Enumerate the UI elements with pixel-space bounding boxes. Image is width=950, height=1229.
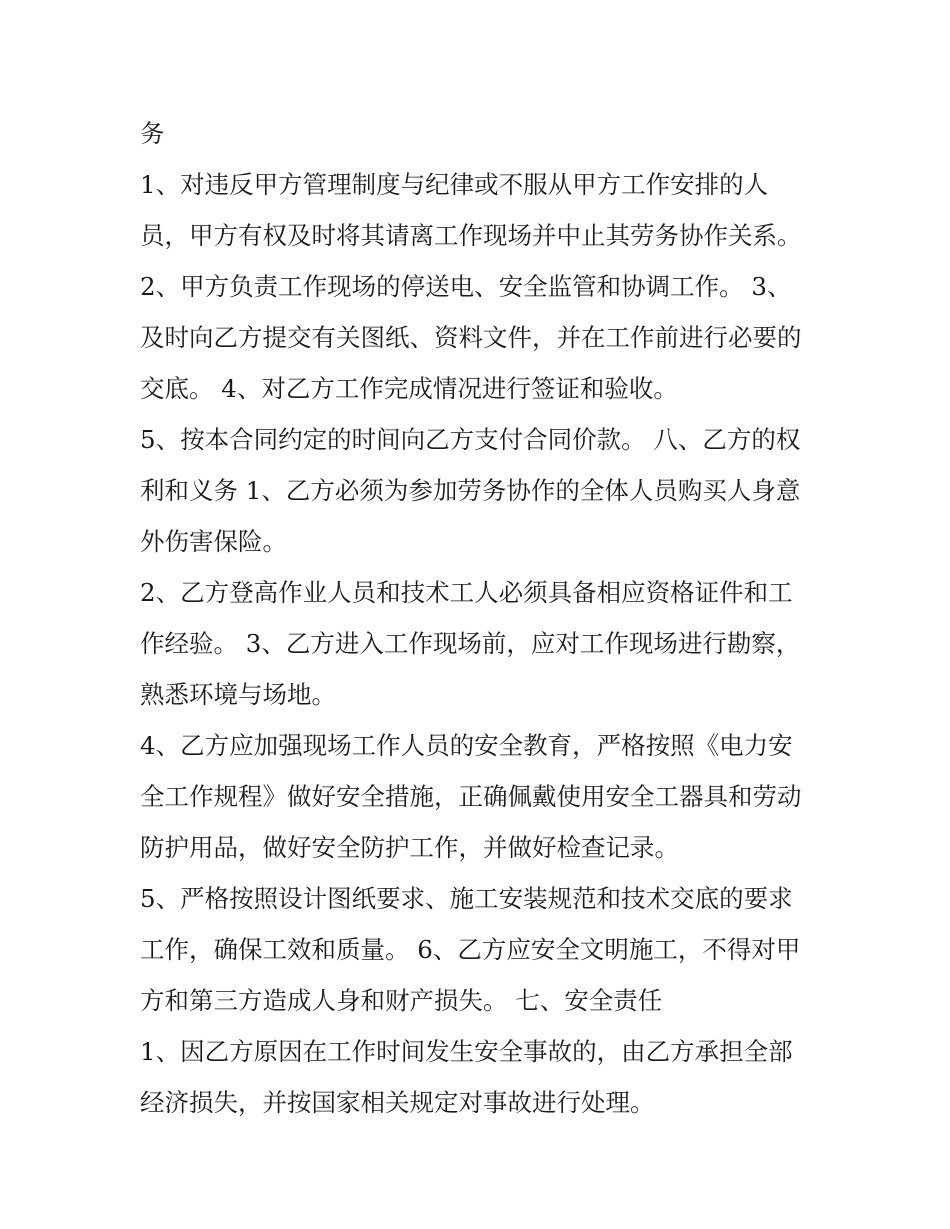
text-line: 1、对违反甲方管理制度与纪律或不服从甲方工作安排的人 xyxy=(140,170,769,199)
text-line: 2、乙方登高作业人员和技术工人必须具备相应资格证件和工 xyxy=(140,578,793,607)
text-line: 防护用品，做好安全防护工作，并做好检查记录。 xyxy=(140,833,679,862)
text-line: 利和义务 1、乙方必须为参加劳务协作的全体人员购买人身意 xyxy=(140,476,801,505)
text-line: 外伤害保险。 xyxy=(140,527,287,556)
text-line: 工作，确保工效和质量。 6、乙方应安全文明施工，不得对甲 xyxy=(140,935,801,964)
text-line: 务 xyxy=(140,119,165,148)
text-line: 5、严格按照设计图纸要求、施工安装规范和技术交底的要求 xyxy=(140,884,793,913)
text-line: 5、按本合同约定的时间向乙方支付合同价款。 八、乙方的权 xyxy=(140,425,801,454)
text-line: 作经验。 3、乙方进入工作现场前，应对工作现场进行勘察， xyxy=(140,629,801,658)
text-line: 全工作规程》做好安全措施，正确佩戴使用安全工器具和劳动 xyxy=(140,782,802,811)
text-line: 2、甲方负责工作现场的停送电、安全监管和协调工作。 3、 xyxy=(140,272,792,301)
text-line: 4、乙方应加强现场工作人员的安全教育，严格按照《电力安 xyxy=(140,731,793,760)
text-line: 及时向乙方提交有关图纸、资料文件，并在工作前进行必要的 xyxy=(140,323,802,352)
text-line: 方和第三方造成人身和财产损失。 七、安全责任 xyxy=(140,986,663,1015)
text-line: 员，甲方有权及时将其请离工作现场并中止其劳务协作关系。 xyxy=(140,221,802,250)
text-line: 熟悉环境与场地。 xyxy=(140,680,336,709)
document-body xyxy=(140,108,820,1128)
text-line: 交底。 4、对乙方工作完成情况进行签证和验收。 xyxy=(140,374,678,403)
text-line: 1、因乙方原因在工作时间发生安全事故的，由乙方承担全部 xyxy=(140,1037,793,1066)
text-line: 经济损失，并按国家相关规定对事故进行处理。 xyxy=(140,1088,655,1117)
